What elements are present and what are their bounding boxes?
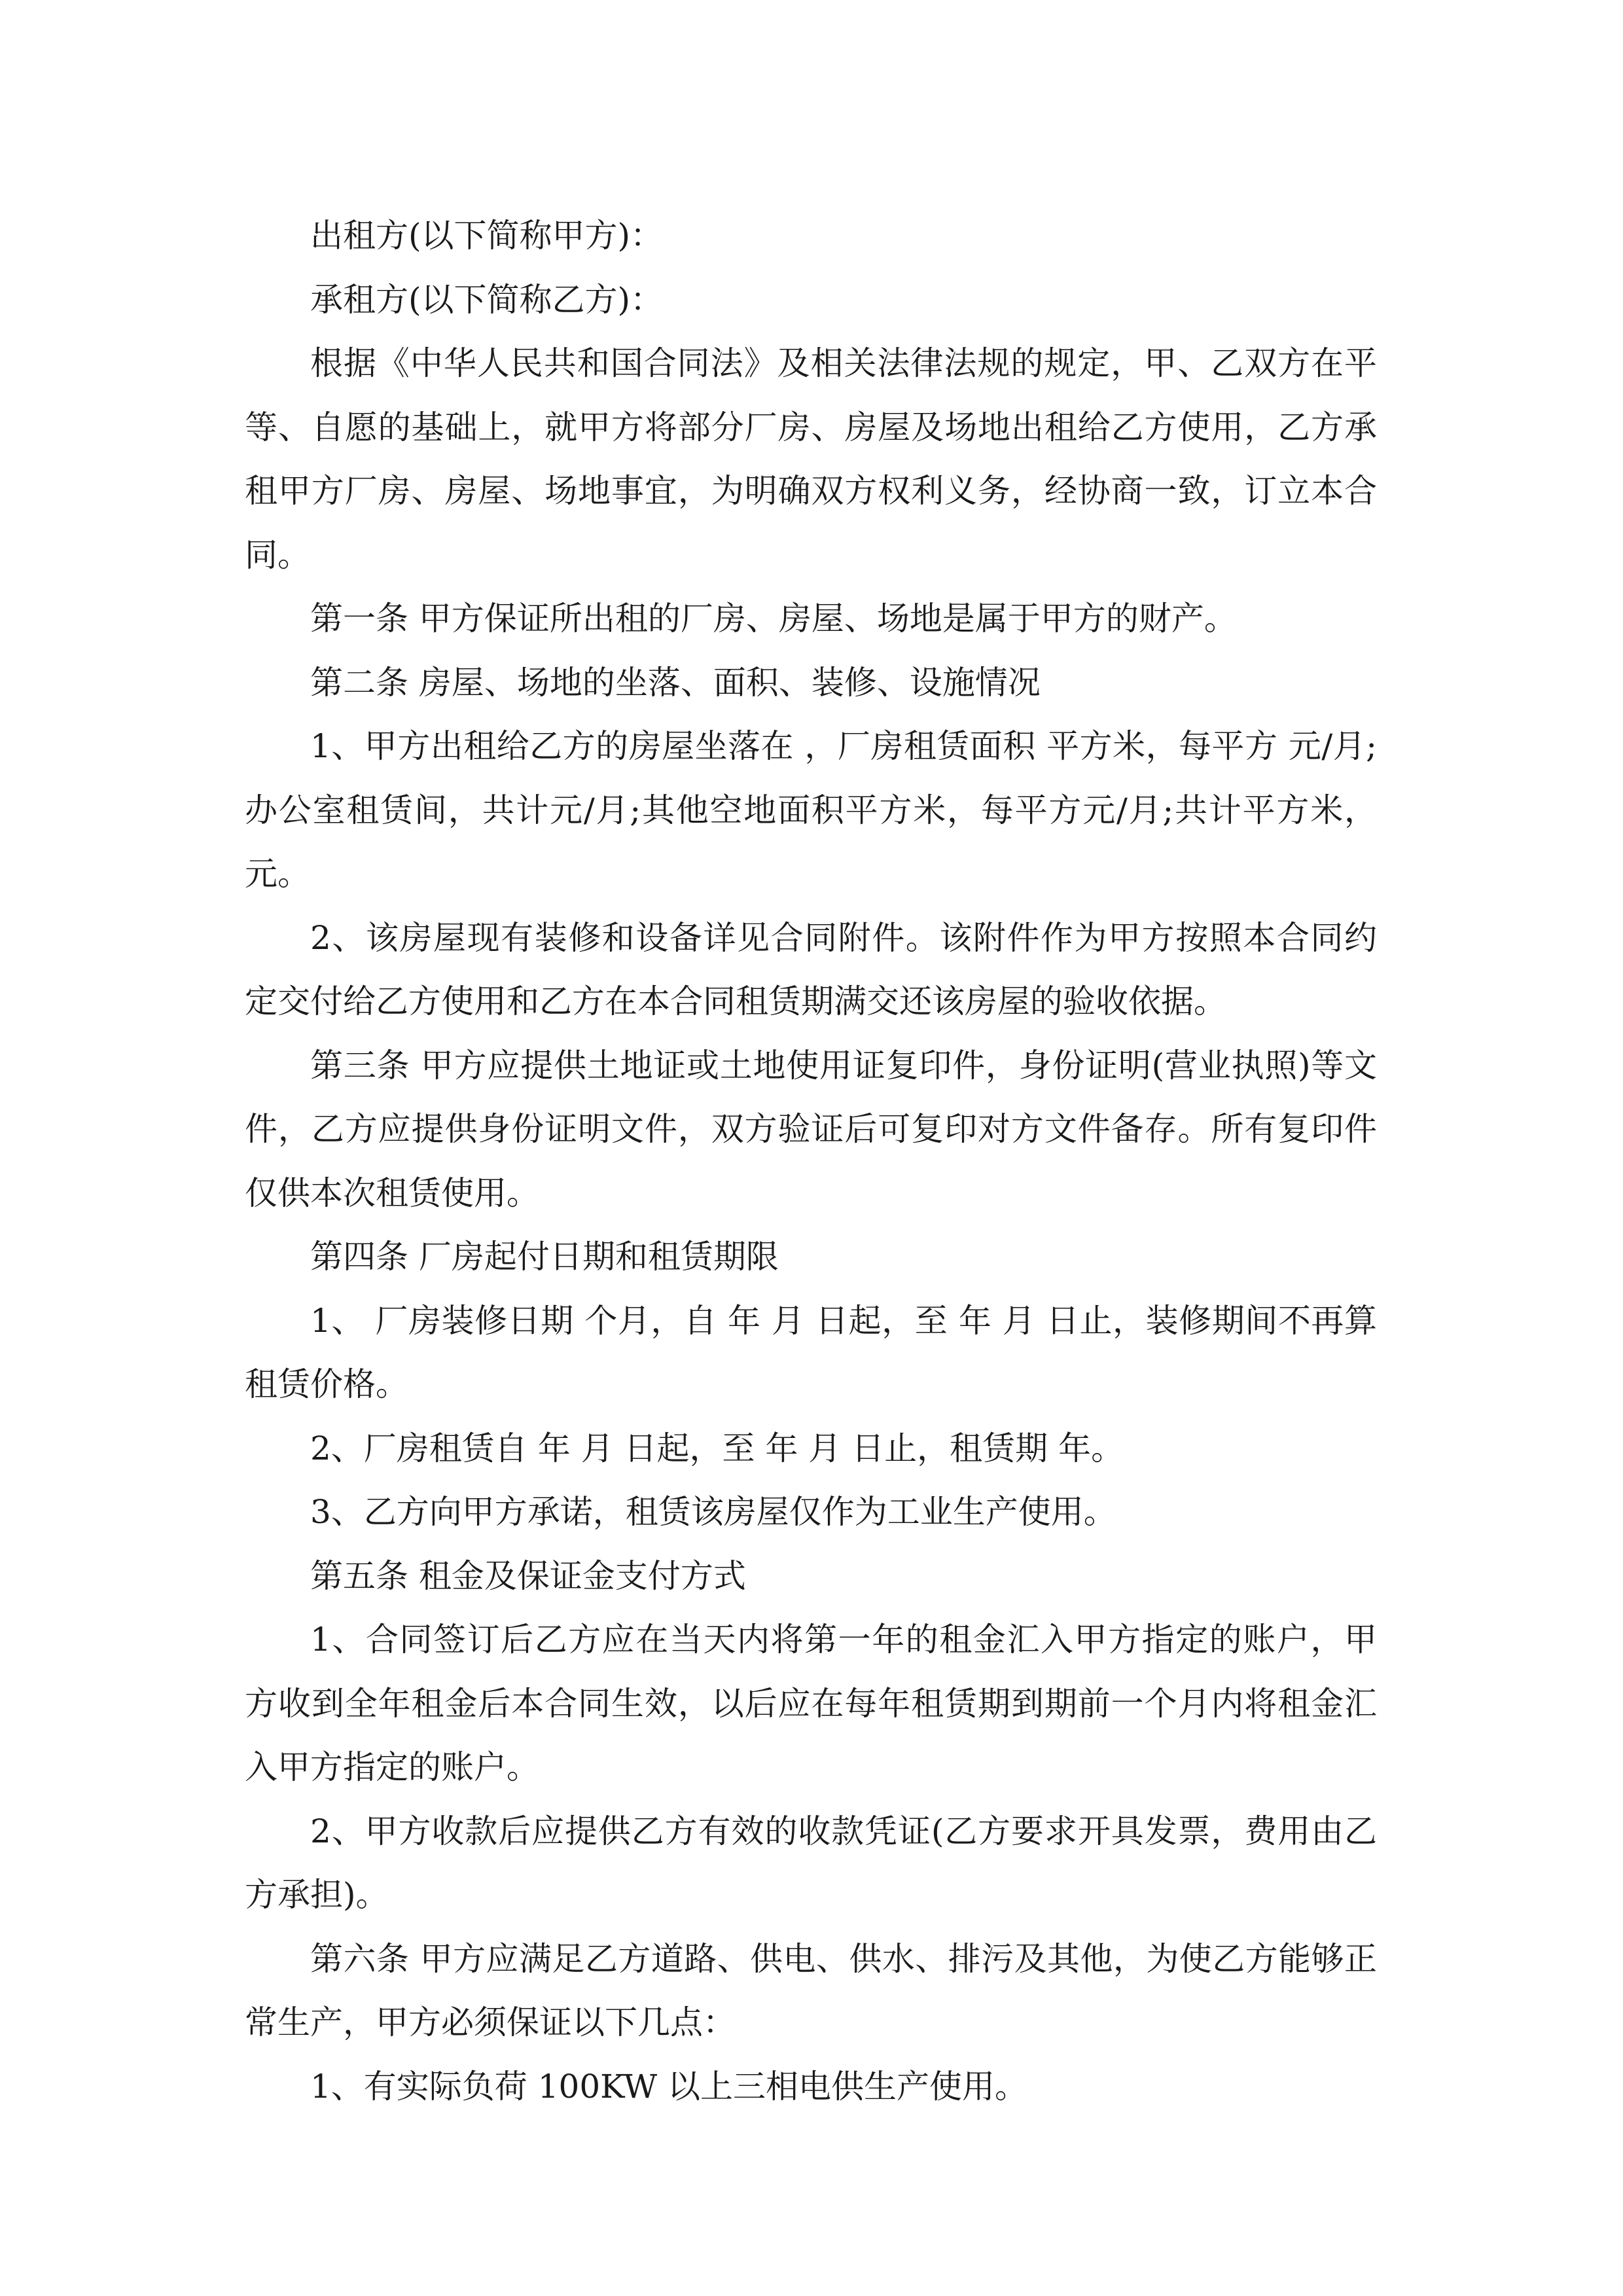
article-4-clause-3: 3、乙方向甲方承诺，租赁该房屋仅作为工业生产使用。 xyxy=(310,1493,1116,1531)
article-5-heading: 第五条 租金及保证金支付方式 xyxy=(310,1556,746,1595)
lessor-line: 出租方(以下简称甲方)： xyxy=(310,217,664,255)
preamble-paragraph: 根据《中华人民共和国合同法》及相关法律法规的规定，甲、乙双方在平等、自愿的基础上，就甲方将部分厂房、房屋及场地出租给乙方使用，乙方承租甲方厂房、房屋、场地事宜，为明确双方权利义务，经协商一致，订立本合同。 xyxy=(245,344,1377,574)
contract-body xyxy=(245,204,1377,2119)
article-6-clause-1: 1、有实际负荷 100KW 以上三相电供生产使用。 xyxy=(310,2067,1027,2106)
article-5-clause-2: 2、甲方收款后应提供乙方有效的收款凭证(乙方要求开具发票，费用由乙方承担)。 xyxy=(245,1812,1377,1914)
article-2-clause-2: 2、该房屋现有装修和设备详见合同附件。该附件作为甲方按照本合同约定交付给乙方使用和乙方在本合同租赁期满交还该房屋的验收依据。 xyxy=(245,918,1377,1020)
article-1: 第一条 甲方保证所出租的厂房、房屋、场地是属于甲方的财产。 xyxy=(310,600,1237,637)
article-3: 第三条 甲方应提供土地证或土地使用证复印件，身份证明(营业执照)等文件，乙方应提供身份证明文件，双方验证后可复印对方文件备存。所有复印件仅供本次租赁使用。 xyxy=(245,1046,1377,1212)
article-4-heading: 第四条 厂房起付日期和租赁期限 xyxy=(310,1238,779,1276)
article-6-heading: 第六条 甲方应满足乙方道路、供电、供水、排污及其他，为使乙方能够正常生产，甲方必须保证以下几点： xyxy=(245,1939,1377,2041)
article-4-clause-2: 2、厂房租赁自 年 月 日起，至 年 月 日止，租赁期 年。 xyxy=(310,1429,1124,1467)
article-2-heading: 第二条 房屋、场地的坐落、面积、装修、设施情况 xyxy=(310,663,1041,702)
article-2-clause-1: 1、甲方出租给乙方的房屋坐落在 ，厂房租赁面积 平方米，每平方 元/月;办公室租赁间，共计元/月;其他空地面积平方米，每平方元/月;共计平方米，元。 xyxy=(245,727,1377,893)
article-5-clause-1: 1、合同签订后乙方应在当天内将第一年的租金汇入甲方指定的账户，甲方收到全年租金后本合同生效，以后应在每年租赁期到期前一个月内将租金汇入甲方指定的账户。 xyxy=(245,1621,1377,1786)
article-4-clause-1: 1、 厂房装修日期 个月，自 年 月 日起，至 年 月 日止，装修期间不再算租赁价格。 xyxy=(245,1301,1377,1403)
lessee-line: 承租方(以下简称乙方)： xyxy=(310,280,664,319)
